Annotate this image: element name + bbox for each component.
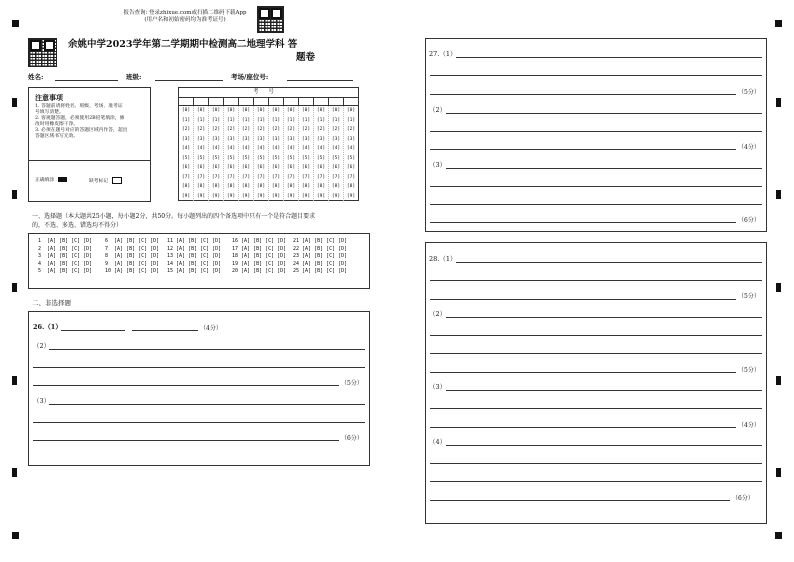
timing-mark xyxy=(12,98,17,107)
q26-part3-label: （3） xyxy=(33,397,51,405)
report-line-1: 报告查询: 登录zhixue.com或扫描二维码下载App xyxy=(123,10,247,16)
exam-number-write-cell[interactable] xyxy=(299,98,314,105)
exam-number-column[interactable] xyxy=(344,106,358,201)
exam-number-write-cell[interactable] xyxy=(224,98,239,105)
digit-bubble[interactable]: [2] xyxy=(256,127,266,132)
page-title xyxy=(68,38,368,64)
q28-answer-line[interactable] xyxy=(430,335,762,336)
exam-number-grid xyxy=(178,87,359,201)
choice-row[interactable]: 5 [A] [B] [C] [D] xyxy=(38,268,93,275)
digit-bubble[interactable]: [4] xyxy=(346,146,356,151)
digit-bubble[interactable]: [3] xyxy=(241,136,251,142)
notice-item: 改时用橡皮擦干净。 xyxy=(35,122,79,127)
digit-bubble[interactable]: [8] xyxy=(316,184,326,189)
exam-number-header: 考号 xyxy=(179,88,358,98)
digit-bubble[interactable]: [4] xyxy=(256,146,266,151)
choice-row[interactable]: 20 [A] [B] [C] [D] xyxy=(232,268,287,275)
q27-part3-score: （6分） xyxy=(738,217,760,224)
digit-bubble[interactable]: [2] xyxy=(301,127,311,132)
choice-row[interactable]: 21 [A] [B] [C] [D] xyxy=(293,238,348,244)
digit-bubble[interactable]: [9] xyxy=(316,193,326,199)
q26-answer-line[interactable] xyxy=(49,404,365,405)
q27-answer-line[interactable] xyxy=(446,113,762,114)
choice-row[interactable]: 16 [A] [B] [C] [D] xyxy=(232,238,287,244)
digit-bubble[interactable]: [3] xyxy=(196,136,206,142)
exam-number-column[interactable] xyxy=(194,106,209,201)
digit-bubble[interactable]: [5] xyxy=(241,155,251,161)
digit-bubble[interactable]: [6] xyxy=(211,165,221,170)
timing-mark xyxy=(12,190,17,199)
digit-bubble[interactable]: [9] xyxy=(346,193,356,199)
report-query-text xyxy=(115,10,255,24)
digit-bubble[interactable]: [9] xyxy=(226,193,236,199)
digit-bubble[interactable]: [1] xyxy=(346,117,356,123)
exam-number-write-cell[interactable] xyxy=(269,98,284,105)
section2-title: 二、非选择题 xyxy=(32,299,71,307)
digit-bubble[interactable]: [8] xyxy=(181,184,191,189)
section1-title xyxy=(32,212,362,230)
q28-part2-score: （5分） xyxy=(738,367,760,374)
filled-mark-icon xyxy=(58,177,67,182)
q27-part2-label: （2） xyxy=(429,106,447,114)
choice-column[interactable] xyxy=(293,238,347,276)
timing-mark xyxy=(12,376,17,385)
choice-column[interactable] xyxy=(105,238,159,276)
section1-title-line: 一、选择题（本大题共25小题，每小题2分，共50分。每小题列出的四个备选项中只有一个是符合题目要求 xyxy=(32,213,316,220)
exam-number-column[interactable] xyxy=(224,106,239,201)
timing-mark xyxy=(776,468,781,477)
digit-bubble[interactable]: [2] xyxy=(346,127,356,132)
title-line-2: 题卷 xyxy=(296,52,316,63)
q26-part1-blank2[interactable] xyxy=(132,330,198,331)
digit-bubble[interactable]: [0] xyxy=(286,108,296,113)
digit-bubble[interactable]: [3] xyxy=(256,136,266,142)
digit-bubble[interactable]: [7] xyxy=(226,174,236,180)
digit-bubble[interactable]: [5] xyxy=(271,155,281,161)
exam-number-write-cell[interactable] xyxy=(209,98,224,105)
q27-part2-score: （4分） xyxy=(738,144,760,151)
digit-bubble[interactable]: [7] xyxy=(241,174,251,180)
digit-bubble[interactable]: [6] xyxy=(181,165,191,170)
digit-bubble[interactable]: [6] xyxy=(316,165,326,170)
alignment-mark xyxy=(775,20,782,27)
digit-bubble[interactable]: [7] xyxy=(286,174,296,180)
q28-answer-line[interactable] xyxy=(430,481,762,482)
digit-bubble[interactable]: [7] xyxy=(346,174,356,180)
digit-bubble[interactable]: [0] xyxy=(256,108,266,113)
digit-bubble[interactable]: [6] xyxy=(331,165,341,170)
q28-part1-score: （5分） xyxy=(738,293,760,300)
choice-row[interactable]: 4 [A] [B] [C] [D] xyxy=(38,260,93,267)
q27-answer-line[interactable] xyxy=(430,75,762,76)
digit-bubble[interactable]: [8] xyxy=(256,184,266,189)
alignment-mark xyxy=(12,532,19,539)
alignment-mark xyxy=(775,532,782,539)
choice-row[interactable]: 7 [A] [B] [C] [D] xyxy=(105,245,160,252)
digit-bubble[interactable]: [7] xyxy=(196,174,206,180)
timing-mark xyxy=(12,283,17,292)
digit-bubble[interactable]: [1] xyxy=(286,117,296,123)
digit-bubble[interactable]: [4] xyxy=(241,146,251,151)
digit-bubble[interactable]: [0] xyxy=(346,108,356,113)
digit-bubble[interactable]: [6] xyxy=(196,165,206,170)
digit-bubble[interactable]: [2] xyxy=(331,127,341,132)
choice-row[interactable]: 17 [A] [B] [C] [D] xyxy=(232,245,287,252)
digit-bubble[interactable]: [4] xyxy=(226,146,236,151)
digit-bubble[interactable]: [7] xyxy=(301,174,311,180)
q28-answer-line[interactable] xyxy=(430,427,736,428)
choice-row[interactable]: 25 [A] [B] [C] [D] xyxy=(293,268,348,275)
digit-bubble[interactable]: [3] xyxy=(316,136,326,142)
digit-bubble[interactable]: [6] xyxy=(256,165,266,170)
digit-bubble[interactable]: [9] xyxy=(271,193,281,199)
q26-part2-label: （2） xyxy=(33,342,51,350)
choice-row[interactable]: 24 [A] [B] [C] [D] xyxy=(293,260,348,267)
exam-number-column[interactable] xyxy=(179,106,194,201)
digit-bubble[interactable]: [3] xyxy=(286,136,296,142)
notice-item: 3. 必须在题号对应的答题区域内作答，超出 xyxy=(35,128,128,133)
q28-answer-line[interactable] xyxy=(430,353,762,354)
choice-answer-box xyxy=(28,233,370,289)
choice-row[interactable]: 8 [A] [B] [C] [D] xyxy=(105,253,160,260)
q26-answer-line[interactable] xyxy=(33,385,339,386)
digit-bubble[interactable]: [5] xyxy=(211,155,221,161)
digit-bubble[interactable]: [3] xyxy=(331,136,341,142)
digit-bubble[interactable]: [9] xyxy=(301,193,311,199)
digit-bubble[interactable]: [2] xyxy=(241,127,251,132)
q27-answer-line[interactable] xyxy=(456,57,762,58)
digit-bubble[interactable]: [3] xyxy=(346,136,356,142)
q28-answer-box xyxy=(425,242,767,524)
q28-part1-label: 28.（1） xyxy=(429,255,457,263)
correct-fill-label: 正确填涂 xyxy=(35,178,55,183)
digit-bubble[interactable]: [5] xyxy=(331,155,341,161)
q28-part3-label: （3） xyxy=(429,383,447,391)
q27-answer-line[interactable] xyxy=(430,94,736,95)
exam-number-bubbles xyxy=(179,106,358,201)
choice-row[interactable]: 19 [A] [B] [C] [D] xyxy=(232,260,287,267)
digit-bubble[interactable]: [1] xyxy=(211,117,221,123)
digit-bubble[interactable]: [4] xyxy=(211,146,221,151)
digit-bubble[interactable]: [9] xyxy=(241,193,251,199)
digit-bubble[interactable]: [9] xyxy=(211,193,221,199)
timing-mark xyxy=(776,283,781,292)
correct-fill-sample xyxy=(35,177,67,184)
q28-answer-line[interactable] xyxy=(446,390,762,391)
digit-bubble[interactable]: [9] xyxy=(331,193,341,199)
timing-mark xyxy=(12,468,17,477)
digit-bubble[interactable]: [1] xyxy=(196,117,206,123)
digit-bubble[interactable]: [8] xyxy=(301,184,311,189)
digit-bubble[interactable]: [0] xyxy=(316,108,326,113)
digit-bubble[interactable]: [2] xyxy=(271,127,281,132)
digit-bubble[interactable]: [2] xyxy=(316,127,326,132)
choice-row[interactable]: 15 [A] [B] [C] [D] xyxy=(167,268,222,275)
digit-bubble[interactable]: [0] xyxy=(226,108,236,113)
q27-answer-line[interactable] xyxy=(430,149,736,150)
class-label: 班级: xyxy=(126,73,142,81)
report-line-2: (用户名和初始密码均为准考证号) xyxy=(144,17,226,23)
exam-number-write-cell[interactable] xyxy=(239,98,254,105)
digit-bubble[interactable]: [1] xyxy=(256,117,266,123)
digit-bubble[interactable]: [7] xyxy=(331,174,341,180)
q28-part2-label: （2） xyxy=(429,310,447,318)
choice-column[interactable] xyxy=(38,238,92,276)
digit-bubble[interactable]: [6] xyxy=(241,165,251,170)
digit-bubble[interactable]: [2] xyxy=(196,127,206,132)
exam-number-column[interactable] xyxy=(299,106,314,201)
digit-bubble[interactable]: [1] xyxy=(241,117,251,123)
digit-bubble[interactable]: [5] xyxy=(346,155,356,161)
notice-title: 注意事项 xyxy=(35,93,63,102)
q26-part2-score: （5分） xyxy=(341,380,363,387)
absent-mark-sample xyxy=(89,177,122,185)
digit-bubble[interactable]: [2] xyxy=(226,127,236,132)
q26-answer-line[interactable] xyxy=(33,422,365,423)
digit-bubble[interactable]: [9] xyxy=(286,193,296,199)
digit-bubble[interactable]: [3] xyxy=(226,136,236,142)
choice-column[interactable] xyxy=(167,238,221,276)
exam-number-write-cell[interactable] xyxy=(194,98,209,105)
room-seat-field[interactable] xyxy=(287,80,353,81)
digit-bubble[interactable]: [7] xyxy=(181,174,191,180)
q28-answer-line[interactable] xyxy=(430,299,736,300)
choice-column[interactable] xyxy=(232,238,286,276)
digit-bubble[interactable]: [1] xyxy=(316,117,326,123)
q28-answer-line[interactable] xyxy=(430,500,730,501)
q27-answer-line[interactable] xyxy=(430,222,736,223)
q28-answer-line[interactable] xyxy=(430,408,762,409)
digit-bubble[interactable]: [1] xyxy=(301,117,311,123)
exam-number-write-row[interactable] xyxy=(179,98,358,106)
digit-bubble[interactable]: [9] xyxy=(181,193,191,199)
digit-bubble[interactable]: [7] xyxy=(211,174,221,180)
timing-mark xyxy=(776,98,781,107)
q26-answer-line[interactable] xyxy=(33,367,365,368)
notice-item: 号填写清楚。 xyxy=(35,110,64,115)
notice-item: 1. 答题前请将姓名、班级、考场、准考证 xyxy=(35,104,123,109)
name-label: 姓名: xyxy=(28,73,44,81)
notice-items xyxy=(35,104,147,140)
absent-box-icon[interactable] xyxy=(112,177,122,184)
exam-number-write-cell[interactable] xyxy=(179,98,194,105)
q26-part1-blank1[interactable] xyxy=(61,330,125,331)
q26-part3-score: （6分） xyxy=(341,435,363,442)
digit-bubble[interactable]: [8] xyxy=(271,184,281,189)
exam-number-column[interactable] xyxy=(314,106,329,201)
digit-bubble[interactable]: [8] xyxy=(226,184,236,189)
q27-part3-label: （3） xyxy=(429,161,447,169)
choice-row[interactable]: 14 [A] [B] [C] [D] xyxy=(167,260,222,267)
digit-bubble[interactable]: [6] xyxy=(286,165,296,170)
choice-row[interactable]: 12 [A] [B] [C] [D] xyxy=(167,245,222,252)
q28-answer-line[interactable] xyxy=(446,445,762,446)
q27-part1-score: （5分） xyxy=(738,89,760,96)
notice-divider xyxy=(29,160,150,161)
q26-answer-box xyxy=(28,311,370,466)
digit-bubble[interactable]: [9] xyxy=(256,193,266,199)
student-qr-code xyxy=(28,38,57,67)
digit-bubble[interactable]: [0] xyxy=(196,108,206,113)
digit-bubble[interactable]: [7] xyxy=(256,174,266,180)
section1-title-cont: 的，不选、多选、错选均不得分） xyxy=(32,222,123,229)
alignment-mark xyxy=(12,20,19,27)
digit-bubble[interactable]: [6] xyxy=(301,165,311,170)
digit-bubble[interactable]: [5] xyxy=(256,155,266,161)
digit-bubble[interactable]: [5] xyxy=(316,155,326,161)
notice-box xyxy=(28,87,151,202)
q28-answer-line[interactable] xyxy=(430,280,762,281)
absent-mark-label: 缺考标记 xyxy=(89,179,109,184)
digit-bubble[interactable]: [1] xyxy=(181,117,191,123)
digit-bubble[interactable]: [0] xyxy=(271,108,281,113)
notice-item: 2. 客观题答题，必须使用2B铅笔填涂，修 xyxy=(35,116,125,121)
choice-row[interactable]: 11 [A] [B] [C] [D] xyxy=(167,238,222,244)
exam-number-write-cell[interactable] xyxy=(344,98,358,105)
digit-bubble[interactable]: [8] xyxy=(346,184,356,189)
digit-bubble[interactable]: [9] xyxy=(196,193,206,199)
digit-bubble[interactable]: [4] xyxy=(286,146,296,151)
notice-item: 答题区域书写无效。 xyxy=(35,134,79,139)
choice-row[interactable]: 9 [A] [B] [C] [D] xyxy=(105,260,160,267)
digit-bubble[interactable]: [1] xyxy=(271,117,281,123)
q27-answer-box xyxy=(425,38,767,232)
q27-answer-line[interactable] xyxy=(446,168,762,169)
digit-bubble[interactable]: [6] xyxy=(346,165,356,170)
exam-number-write-cell[interactable] xyxy=(284,98,299,105)
choice-row[interactable]: 23 [A] [B] [C] [D] xyxy=(293,253,348,260)
q28-answer-line[interactable] xyxy=(456,262,762,263)
digit-bubble[interactable]: [3] xyxy=(271,136,281,142)
app-qr-code xyxy=(257,6,284,33)
q27-answer-line[interactable] xyxy=(430,131,762,132)
timing-mark xyxy=(776,190,781,199)
q27-answer-line[interactable] xyxy=(430,204,762,205)
digit-bubble[interactable]: [1] xyxy=(226,117,236,123)
exam-number-column[interactable] xyxy=(329,106,344,201)
digit-bubble[interactable]: [0] xyxy=(181,108,191,113)
q28-answer-line[interactable] xyxy=(430,372,736,373)
class-field[interactable] xyxy=(155,80,223,81)
digit-bubble[interactable]: [4] xyxy=(331,146,341,151)
q27-answer-line[interactable] xyxy=(430,186,762,187)
room-seat-label: 考场/座位号: xyxy=(231,73,269,81)
digit-bubble[interactable]: [5] xyxy=(226,155,236,161)
digit-bubble[interactable]: [4] xyxy=(271,146,281,151)
digit-bubble[interactable]: [0] xyxy=(331,108,341,113)
digit-bubble[interactable]: [0] xyxy=(241,108,251,113)
digit-bubble[interactable]: [2] xyxy=(181,127,191,132)
digit-bubble[interactable]: [8] xyxy=(211,184,221,189)
exam-number-column[interactable] xyxy=(254,106,269,201)
digit-bubble[interactable]: [5] xyxy=(181,155,191,161)
title-line-1: 余姚中学2023学年第二学期期中检测高二地理学科 答 xyxy=(68,39,298,50)
q27-part1-label: 27.（1） xyxy=(429,50,457,58)
exam-number-column[interactable] xyxy=(284,106,299,201)
digit-bubble[interactable]: [8] xyxy=(241,184,251,189)
exam-number-column[interactable] xyxy=(239,106,254,201)
q26-part1-label: 26.（1） xyxy=(33,323,62,331)
digit-bubble[interactable]: [4] xyxy=(301,146,311,151)
digit-bubble[interactable]: [1] xyxy=(331,117,341,123)
q28-answer-line[interactable] xyxy=(446,317,762,318)
digit-bubble[interactable]: [7] xyxy=(271,174,281,180)
exam-number-column[interactable] xyxy=(269,106,284,201)
name-field[interactable] xyxy=(55,80,118,81)
digit-bubble[interactable]: [6] xyxy=(226,165,236,170)
q26-answer-line[interactable] xyxy=(49,349,365,350)
digit-bubble[interactable]: [5] xyxy=(196,155,206,161)
choice-row[interactable]: 2 [A] [B] [C] [D] xyxy=(38,245,93,252)
digit-bubble[interactable]: [3] xyxy=(181,136,191,142)
digit-bubble[interactable]: [2] xyxy=(211,127,221,132)
exam-number-write-cell[interactable] xyxy=(254,98,269,105)
q28-answer-line[interactable] xyxy=(430,463,762,464)
digit-bubble[interactable]: [2] xyxy=(286,127,296,132)
choice-row[interactable]: 18 [A] [B] [C] [D] xyxy=(232,253,287,260)
digit-bubble[interactable]: [3] xyxy=(301,136,311,142)
exam-number-column[interactable] xyxy=(209,106,224,201)
q26-part1-score: （4分） xyxy=(200,325,222,332)
choice-row[interactable]: 6 [A] [B] [C] [D] xyxy=(105,238,160,244)
choice-row[interactable]: 10 [A] [B] [C] [D] xyxy=(105,268,160,275)
digit-bubble[interactable]: [4] xyxy=(316,146,326,151)
digit-bubble[interactable]: [5] xyxy=(301,155,311,161)
q28-part4-label: （4） xyxy=(429,438,447,446)
digit-bubble[interactable]: [3] xyxy=(211,136,221,142)
choice-row[interactable]: 22 [A] [B] [C] [D] xyxy=(293,245,348,252)
digit-bubble[interactable]: [8] xyxy=(286,184,296,189)
digit-bubble[interactable]: [0] xyxy=(301,108,311,113)
q28-part3-score: （4分） xyxy=(738,422,760,429)
timing-mark xyxy=(776,376,781,385)
digit-bubble[interactable]: [4] xyxy=(196,146,206,151)
digit-bubble[interactable]: [4] xyxy=(181,146,191,151)
exam-number-write-cell[interactable] xyxy=(314,98,329,105)
exam-number-write-cell[interactable] xyxy=(329,98,344,105)
q26-answer-line[interactable] xyxy=(33,440,339,441)
digit-bubble[interactable]: [0] xyxy=(211,108,221,113)
choice-row[interactable]: 3 [A] [B] [C] [D] xyxy=(38,253,93,260)
choice-row[interactable]: 1 [A] [B] [C] [D] xyxy=(38,238,93,244)
digit-bubble[interactable]: [8] xyxy=(331,184,341,189)
choice-row[interactable]: 13 [A] [B] [C] [D] xyxy=(167,253,222,260)
digit-bubble[interactable]: [5] xyxy=(286,155,296,161)
digit-bubble[interactable]: [6] xyxy=(271,165,281,170)
digit-bubble[interactable]: [8] xyxy=(196,184,206,189)
digit-bubble[interactable]: [7] xyxy=(316,174,326,180)
q28-part4-score: （6分） xyxy=(732,495,754,502)
